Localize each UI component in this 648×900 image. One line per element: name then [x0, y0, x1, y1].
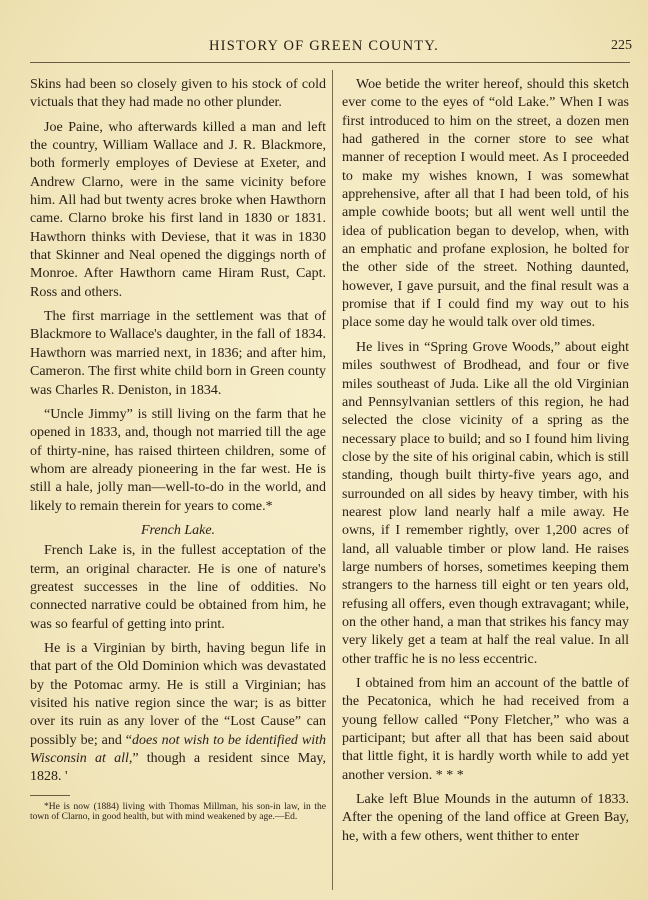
paragraph: He lives in “Spring Grove Woods,” about eight miles southwest of Brodhead, and four or five miles southeast of Juda. Like all the old Virginian and Pennsylvanian settlers of this region, he had selected the close vicinity of a spring as the necessary place to build; and so I found him living close by the site of his original cabin, which is still standing, though built thirty-five years ago, and surrounded on all sides by heavy timber, with his nearest plow land nearly half a mile away. He owns, if I remember rightly, over 1,200 acres of land, all valuable timber or plow land. He raises large numbers of horses, sometimes keeping them strangers to the harness till eight or ten years old, refusing all offers, even though extravagant; while, on the other hand, a man that strikes his fancy may very likely get a team at half the real value. In all other traffic he is no less eccentric.: [342, 339, 629, 667]
column-divider: [332, 70, 333, 890]
section-subheading: French Lake.: [140, 522, 216, 538]
paragraph-text: ” though a resident since May, 1828. ': [30, 751, 327, 785]
paragraph: [30, 640, 326, 787]
left-column: [30, 76, 326, 829]
paragraph-text: He is a Virginian by birth, having begun life in that part of the Old Dominion which was devastated by the Potomac army. He is still a Virginian; has visited his native region since the war; is as bitter over its ruin as any lover of the “Lost Cause” can possibly be; and “: [30, 640, 326, 748]
italic-quote: does not wish to be identified with Wisconsin at all,: [30, 732, 326, 767]
page-number: 225: [611, 38, 632, 53]
footnote-rule: [30, 795, 70, 796]
header-rule: [30, 62, 630, 63]
page-header: [0, 38, 648, 58]
paragraph: Skins had been so closely given to his stock of cold victuals that they had made no other plunder.: [30, 77, 326, 111]
paragraph: Joe Paine, who afterwards killed a man and left the country, William Wallace and J. R. Blackmore, both formerly employes of Deviese at Exeter, and Andrew Clarno, were in the same vicinity before him. All had but twenty acres broke when Hawthorn came. Clarno broke his first land in 1830 or 1831. Hawthorn thinks with Deviese, that it was in 1830 that Skinner and Neal opened the diggings north of Monroe. After Hawthorn came Hiram Rust, Capt. Ross and others.: [30, 119, 326, 300]
footnote: *He is now (1884) living with Thomas Millman, his son-in law, in the town of Clarno, in good health, but with mind weakened by age.—Ed.: [30, 801, 326, 823]
right-column: [342, 76, 629, 852]
paragraph: “Uncle Jimmy” is still living on the farm that he opened in 1833, and, though not married till the age of thirty-nine, has raised thirteen children, some of whom are already pioneering in the far west. He is still a hale, jolly man—well-to-do in the world, and likely to remain therein for years to come.*: [30, 406, 326, 514]
paragraph: Woe betide the writer hereof, should this sketch ever come to the eyes of “old Lake.” When I was first introduced to him on the street, a dozen men had gathered in the corner store to see what manner of reception I would meet. As I proceeded to make my wishes known, I was somewhat apprehensive, after all that I had been told, of his ample cowhide boots; but all went well until the idea of publication began to develop, when, with an emphatic and profane explosion, he bolted for the other side of the street. Nothing daunted, however, I gave pursuit, and the final result was a promise that if I could find my way out to his place some day he would talk over old times.: [342, 77, 629, 331]
running-title: HISTORY OF GREEN COUNTY.: [209, 38, 439, 54]
paragraph: Lake left Blue Mounds in the autumn of 1833. After the opening of the land office at Green Bay, he, with a few others, went thither to enter: [342, 792, 629, 844]
paragraph: French Lake is, in the fullest acceptation of the term, an original character. He is one of nature's greatest successes in the line of oddities. No connected narrative could be obtained from him, he was so fearful of getting into print.: [30, 543, 326, 632]
paragraph: The first marriage in the settlement was that of Blackmore to Wallace's daughter, in the fall of 1834. Hawthorn was married next, in 1836; and after him, Cameron. The first white child born in Green county was Charles R. Deniston, in 1834.: [30, 309, 326, 398]
paragraph: I obtained from him an account of the battle of the Pecatonica, which he had received from a young fellow called “Pony Fletcher,” who was a participant; but after all that has been said about that little fight, it is hardly worth while to add yet another version. * * *: [342, 676, 629, 783]
